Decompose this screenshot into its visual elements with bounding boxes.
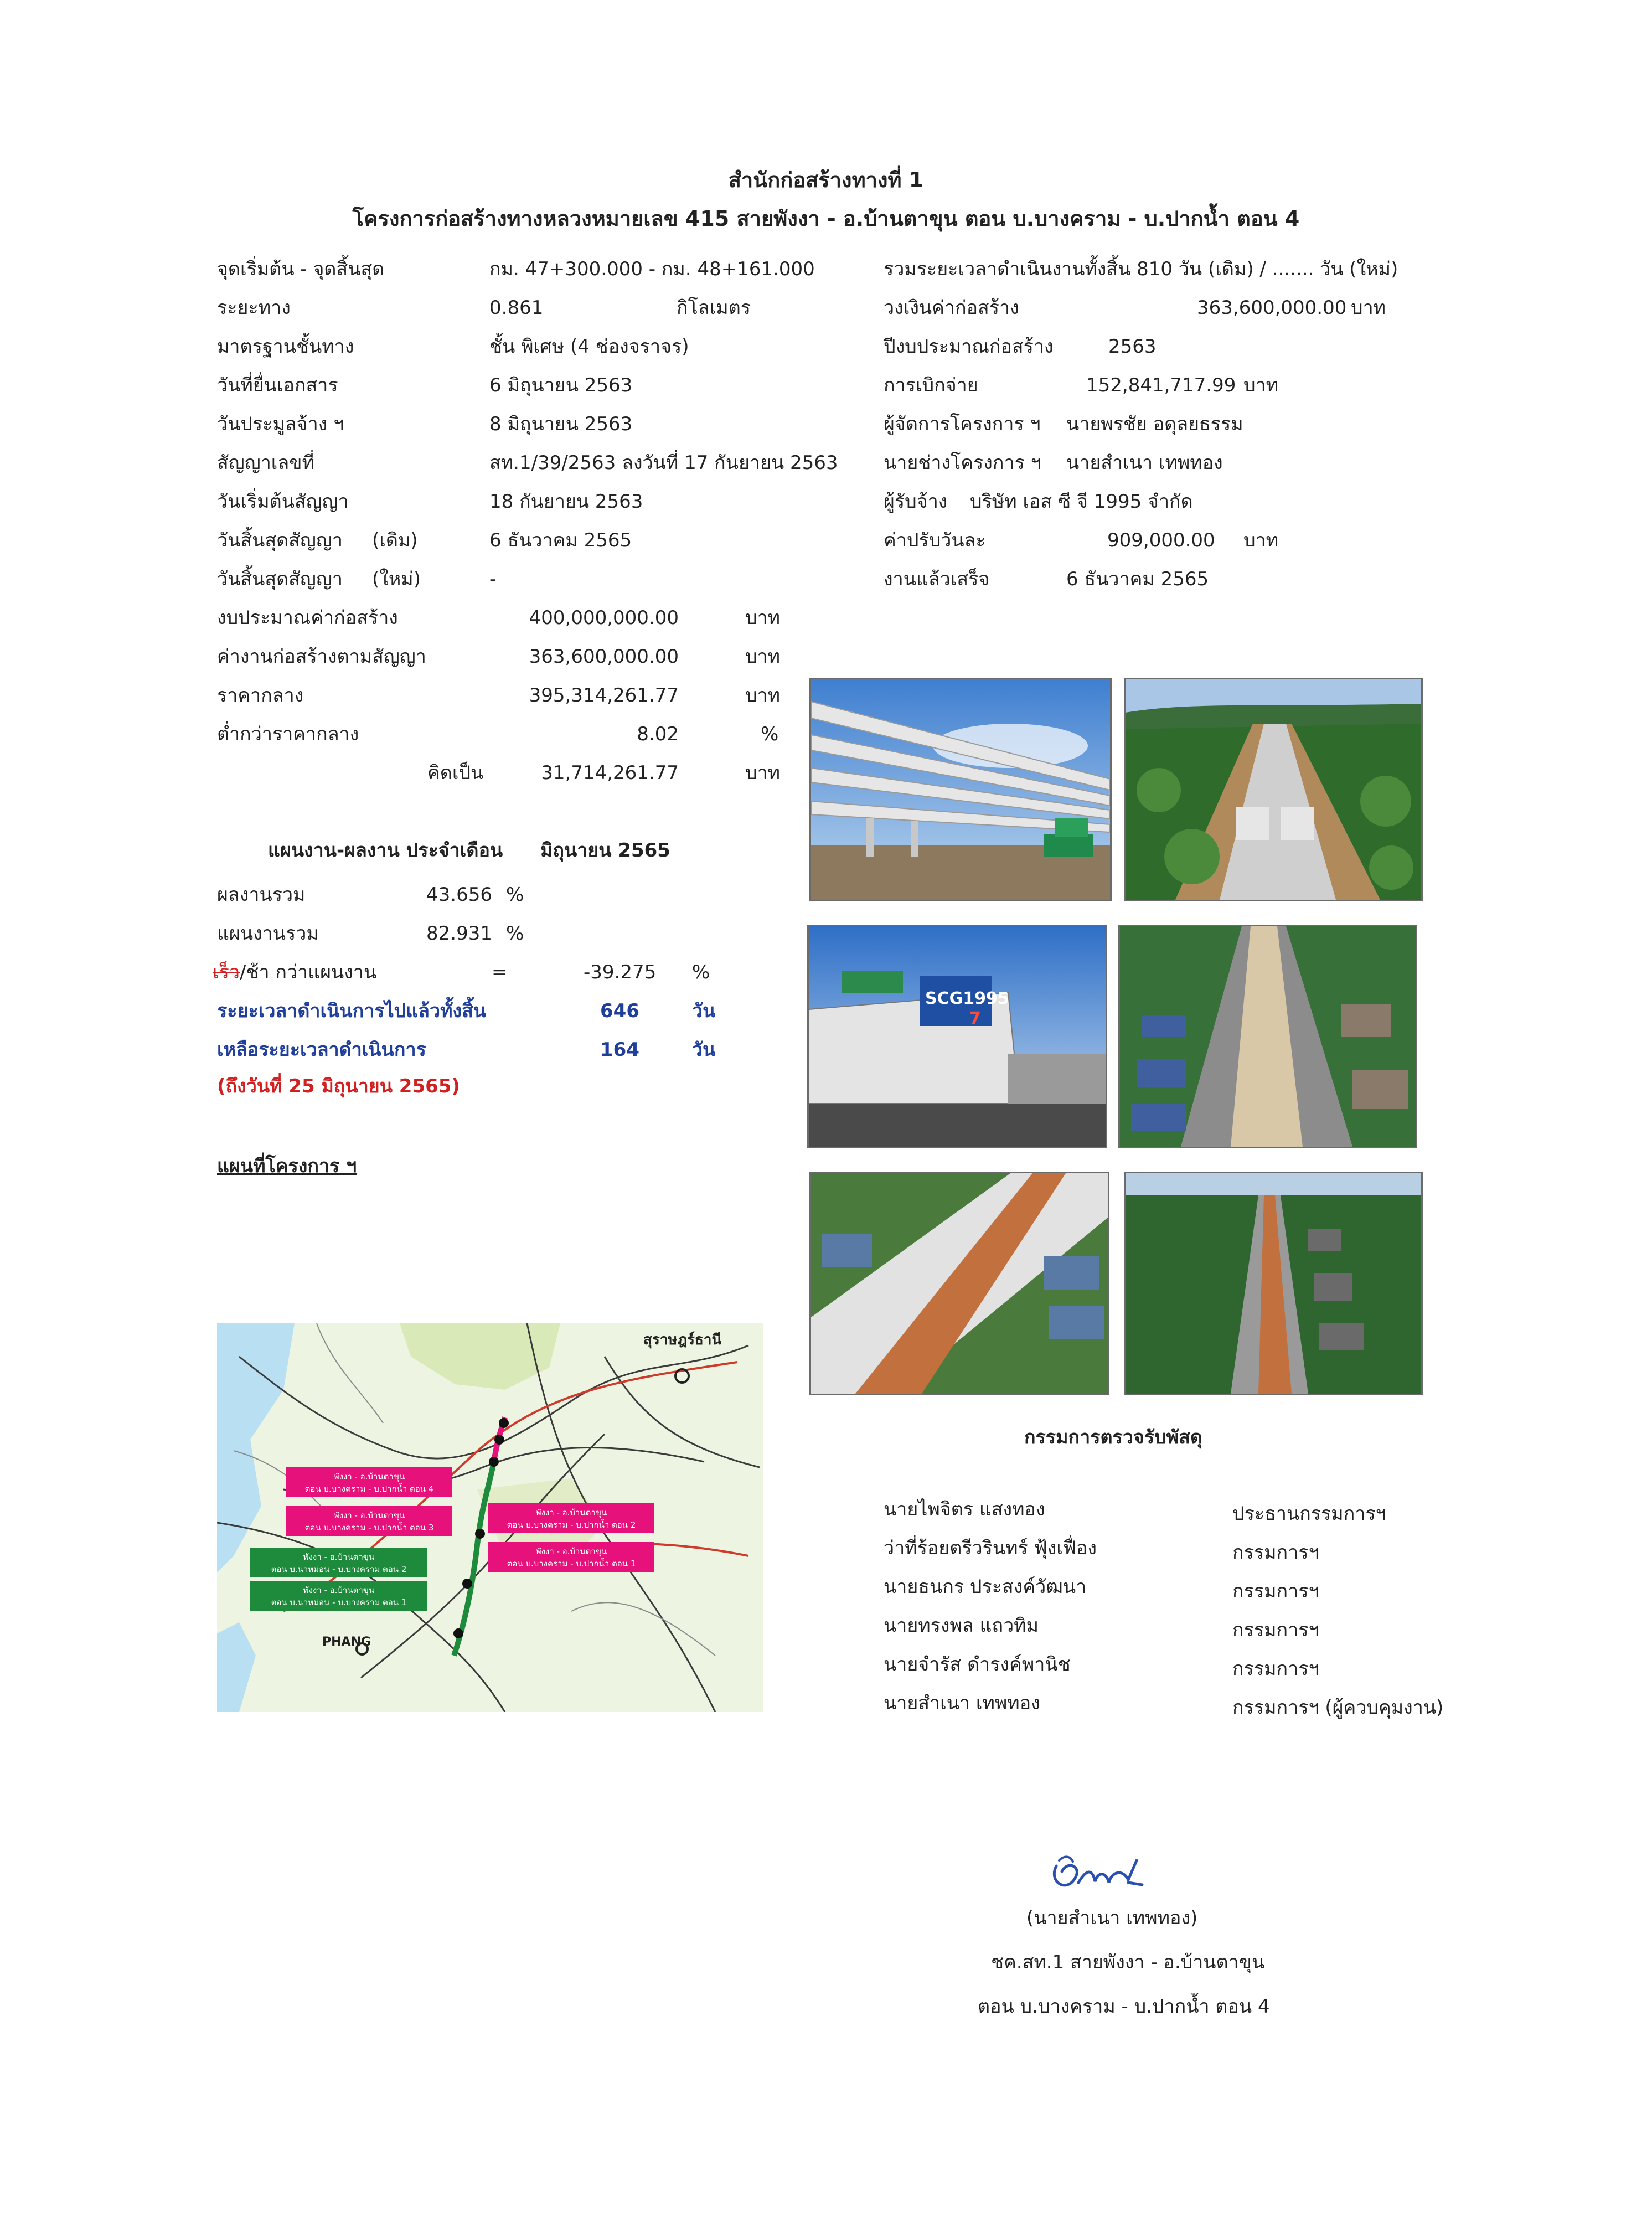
- info-value: 8 มิถุนายน 2563: [489, 413, 633, 435]
- segment-line1: พังงา - อ.บ้านตาขุน: [303, 1585, 375, 1595]
- remain-unit: วัน: [692, 1039, 716, 1061]
- construction-photo-aerial-4: [1124, 1172, 1423, 1395]
- segment-line2: ตอน บ.บางคราม - บ.ปากน้ำ ตอน 2: [507, 1520, 636, 1530]
- info-value: ชั้น พิเศษ (4 ช่องจราจร): [489, 336, 689, 358]
- map-heading: แผนที่โครงการ ฯ: [217, 1155, 357, 1177]
- committee-name: นายไพจิตร แสงทอง: [884, 1498, 1045, 1520]
- committee-role: กรรมการฯ (ผู้ควบคุมงาน): [1232, 1697, 1444, 1719]
- budget-value: 395,314,261.77: [529, 684, 679, 707]
- committee-name: นายสำเนา เทพทอง: [884, 1692, 1040, 1714]
- signer-name: (นายสำเนา เทพทอง): [1026, 1907, 1198, 1929]
- plan-value: 82.931: [426, 922, 492, 945]
- plan-label: แผนงานรวม: [217, 922, 319, 945]
- info-label: ผู้รับจ้าง: [884, 491, 948, 513]
- segment-line1: พังงา - อ.บ้านตาขุน: [333, 1472, 405, 1482]
- construction-photo-paver: [807, 925, 1107, 1148]
- info-sub: (เดิม): [372, 529, 418, 551]
- committee-name: นายจำรัส ดำรงค์พานิช: [884, 1653, 1071, 1675]
- info-unit: บาท: [1351, 297, 1386, 319]
- budget-unit: บาท: [745, 607, 781, 629]
- committee-role: ประธานกรรมการฯ: [1232, 1503, 1386, 1525]
- info-label: วงเงินค่าก่อสร้าง: [884, 297, 1019, 319]
- budget-label: ต่ำกว่าราคากลาง: [217, 723, 359, 745]
- budget-unit: %: [761, 723, 779, 745]
- info-value: 18 กันยายน 2563: [489, 491, 643, 513]
- info-sub: (ใหม่): [372, 568, 421, 590]
- budget-value: 363,600,000.00: [529, 646, 679, 668]
- map-city-bottom: PHANG: [322, 1635, 371, 1649]
- budget-label: ราคากลาง: [217, 684, 304, 707]
- budget-value: 400,000,000.00: [529, 607, 679, 629]
- info-value: 909,000.00: [1107, 529, 1215, 551]
- budget-value: 8.02: [637, 723, 679, 745]
- segment-line1: พังงา - อ.บ้านตาขุน: [535, 1546, 607, 1556]
- duration-text: รวมระยะเวลาดำเนินงานทั้งสิ้น 810 วัน (เดิม) / ....... วัน (ใหม่): [884, 258, 1398, 280]
- sign-number: 7: [969, 1009, 981, 1028]
- map-city-top: สุราษฎร์ธานี: [643, 1332, 722, 1348]
- committee-role: กรรมการฯ: [1232, 1658, 1319, 1680]
- info-value: นายสำเนา เทพทอง: [1066, 452, 1223, 474]
- committee-name: นายธนกร ประสงค์วัฒนา: [884, 1576, 1087, 1598]
- info-label: การเบิกจ่าย: [884, 374, 978, 396]
- result-value: 43.656: [426, 884, 492, 906]
- info-label: มาตรฐานชั้นทาง: [217, 336, 354, 358]
- budget-label: งบประมาณค่าก่อสร้าง: [217, 607, 398, 629]
- remain-label: เหลือระยะเวลาดำเนินการ: [217, 1039, 426, 1061]
- info-value: นายพรชัย อดุลยธรรม: [1066, 413, 1243, 435]
- remain-value: 164: [600, 1039, 639, 1061]
- signer-position-1: ชค.สท.1 สายพังงา - อ.บ้านตาขุน: [991, 1951, 1265, 1973]
- info-value: -: [489, 568, 497, 590]
- budget-label: ค่างานก่อสร้างตามสัญญา: [217, 646, 426, 668]
- committee-role: กรรมการฯ: [1232, 1580, 1319, 1602]
- project-map: [217, 1323, 763, 1712]
- signature-mark: [1045, 1849, 1150, 1899]
- budget-unit: บาท: [745, 762, 781, 784]
- info-label: วันที่ยื่นเอกสาร: [217, 374, 338, 396]
- info-label: งานแล้วเสร็จ: [884, 568, 990, 590]
- info-value: 6 ธันวาคม 2565: [1066, 568, 1209, 590]
- info-label: จุดเริ่มต้น - จุดสิ้นสุด: [217, 258, 385, 280]
- info-value: 6 มิถุนายน 2563: [489, 374, 633, 396]
- committee-role: กรรมการฯ: [1232, 1619, 1319, 1641]
- sign-text: SCG1995: [925, 989, 1009, 1008]
- office-title: สำนักก่อสร้างทางที่ 1: [728, 168, 924, 192]
- diff-eq: =: [492, 961, 508, 983]
- info-value: 363,600,000.00: [1197, 297, 1347, 319]
- committee-role: กรรมการฯ: [1232, 1541, 1319, 1564]
- diff-unit: %: [692, 961, 710, 983]
- plan-unit: %: [506, 922, 524, 945]
- info-value: 0.861: [489, 297, 544, 319]
- result-unit: %: [506, 884, 524, 906]
- construction-photo-aerial-1: [1124, 678, 1423, 901]
- elapsed-unit: วัน: [692, 1000, 716, 1022]
- segment-line2: ตอน บ.บางคราม - บ.ปากน้ำ ตอน 1: [507, 1559, 636, 1569]
- info-label: วันเริ่มต้นสัญญา: [217, 491, 349, 513]
- as-of-date: (ถึงวันที่ 25 มิถุนายน 2565): [217, 1075, 460, 1097]
- elapsed-label: ระยะเวลาดำเนินการไปแล้วทั้งสิ้น: [217, 1000, 487, 1022]
- info-label: ค่าปรับวันละ: [884, 529, 986, 551]
- segment-line1: พังงา - อ.บ้านตาขุน: [535, 1508, 607, 1518]
- segment-line2: ตอน บ.บางคราม - บ.ปากน้ำ ตอน 3: [304, 1523, 434, 1533]
- project-title: โครงการก่อสร้างทางหลวงหมายเลข 415 สายพังงา - อ.บ้านตาขุน ตอน บ.บางคราม - บ.ปากน้ำ ตอน 4: [352, 207, 1300, 231]
- progress-month: มิถุนายน 2565: [540, 839, 670, 862]
- diff-label: [213, 961, 376, 983]
- info-label: วันสิ้นสุดสัญญา: [217, 568, 343, 590]
- construction-photo-aerial-2: [1118, 925, 1417, 1148]
- info-value: สท.1/39/2563 ลงวันที่ 17 กันยายน 2563: [489, 452, 838, 474]
- segment-line2: ตอน บ.นาหม่อน - บ.บางคราม ตอน 1: [271, 1597, 407, 1607]
- construction-photo-aerial-3: [809, 1172, 1109, 1395]
- info-label: ระยะทาง: [217, 297, 291, 319]
- info-label: ผู้จัดการโครงการ ฯ: [884, 413, 1041, 435]
- diff-value: -39.275: [584, 961, 657, 983]
- signer-position-2: ตอน บ.บางคราม - บ.ปากน้ำ ตอน 4: [978, 1996, 1270, 2018]
- info-unit: บาท: [1243, 374, 1279, 396]
- budget-unit: บาท: [745, 646, 781, 668]
- info-label: สัญญาเลขที่: [217, 452, 314, 474]
- budget-label: คิดเป็น: [427, 762, 484, 784]
- info-label: ปีงบประมาณก่อสร้าง: [884, 336, 1054, 358]
- segment-line1: พังงา - อ.บ้านตาขุน: [303, 1552, 375, 1562]
- committee-name: ว่าที่ร้อยตรีวรินทร์ ฟุ้งเฟื่อง: [884, 1537, 1097, 1559]
- info-value: บริษัท เอส ซี จี 1995 จำกัด: [970, 491, 1193, 513]
- info-label: นายช่างโครงการ ฯ: [884, 452, 1041, 474]
- committee-name: นายทรงพล แถวทิม: [884, 1615, 1039, 1637]
- info-value: 2563: [1108, 336, 1157, 358]
- info-unit: กิโลเมตร: [677, 297, 751, 319]
- info-unit: บาท: [1243, 529, 1279, 551]
- diff-label-strike: เร็ว: [213, 961, 240, 983]
- construction-photo-bridge: [809, 678, 1112, 901]
- budget-value: 31,714,261.77: [541, 762, 679, 784]
- info-value: 152,841,717.99: [1086, 374, 1236, 396]
- info-label: วันสิ้นสุดสัญญา: [217, 529, 343, 551]
- budget-unit: บาท: [745, 684, 781, 707]
- map-graphic: [217, 1323, 763, 1712]
- diff-label-text: /ช้า กว่าแผนงาน: [239, 961, 377, 983]
- info-value: กม. 47+300.000 - กม. 48+161.000: [489, 258, 815, 280]
- info-value: 6 ธันวาคม 2565: [489, 529, 632, 551]
- segment-line2: ตอน บ.บางคราม - บ.ปากน้ำ ตอน 4: [304, 1484, 434, 1494]
- elapsed-value: 646: [600, 1000, 639, 1022]
- segment-line1: พังงา - อ.บ้านตาขุน: [333, 1510, 405, 1520]
- progress-heading: แผนงาน-ผลงาน ประจำเดือน: [268, 839, 503, 862]
- result-label: ผลงานรวม: [217, 884, 306, 906]
- info-label: วันประมูลจ้าง ฯ: [217, 413, 344, 435]
- committee-heading: กรรมการตรวจรับพัสดุ: [1024, 1426, 1202, 1448]
- segment-line2: ตอน บ.นาหม่อน - บ.บางคราม ตอน 2: [271, 1564, 407, 1574]
